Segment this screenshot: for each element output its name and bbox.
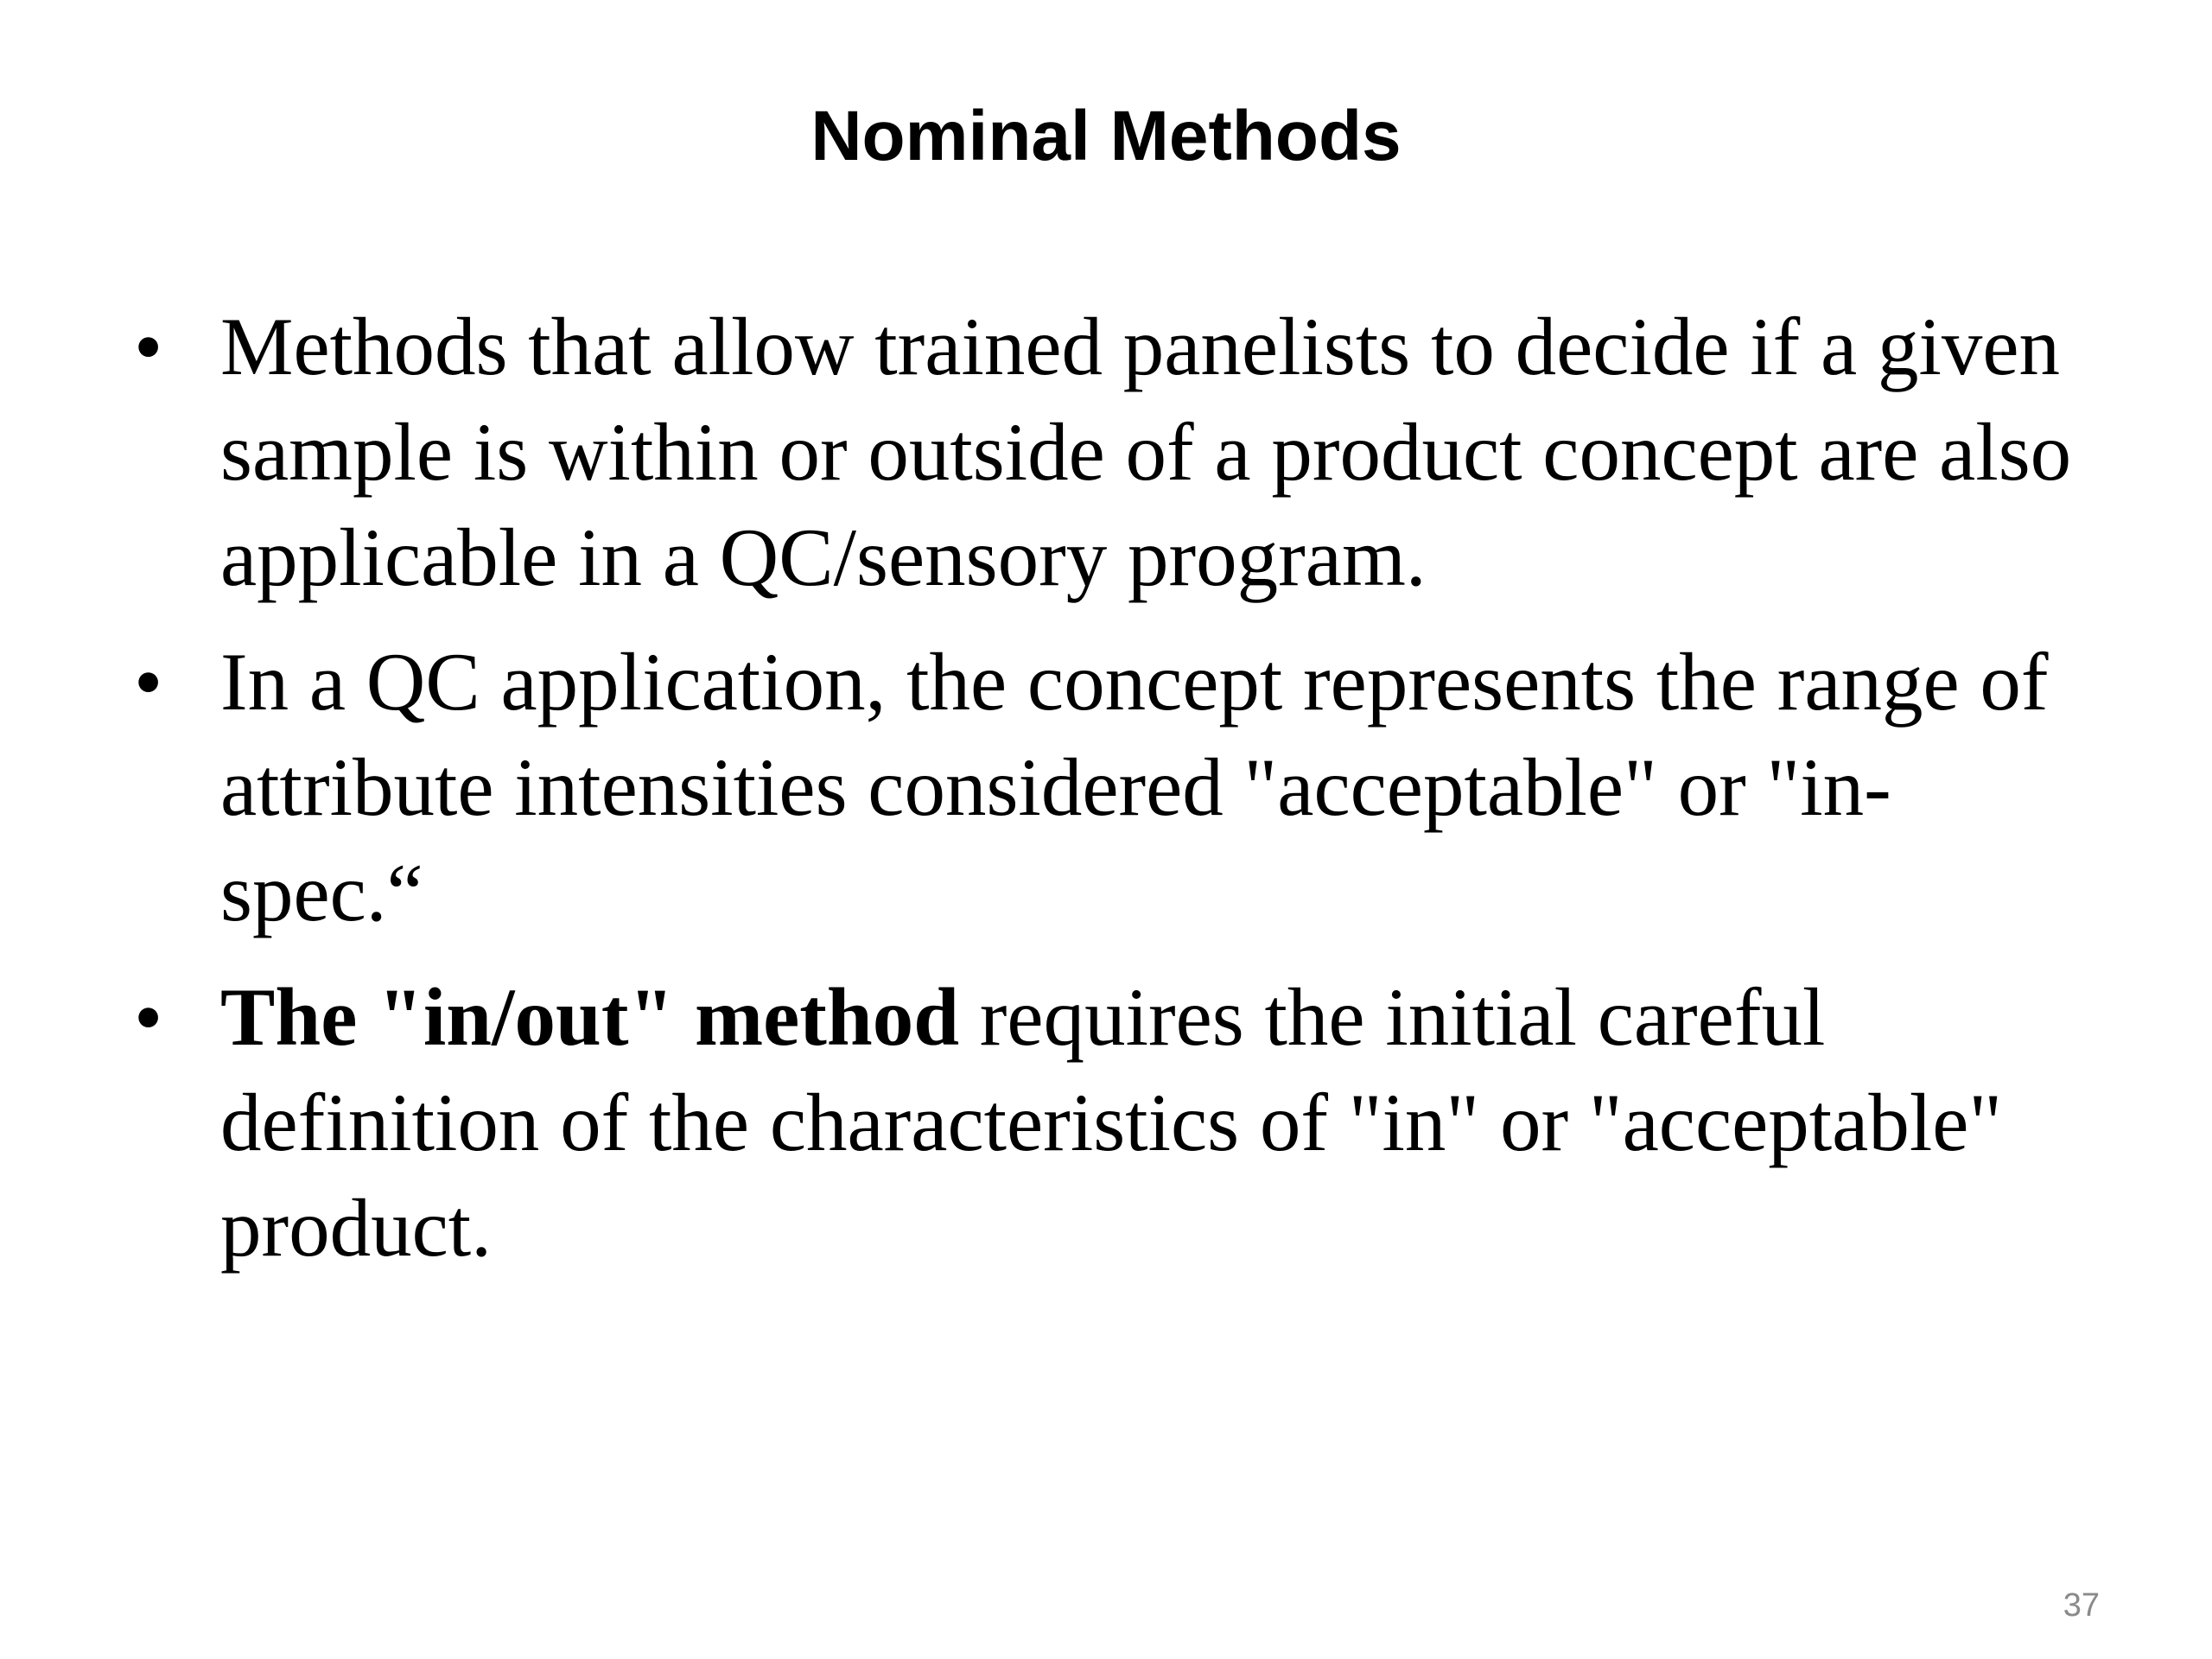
slide-title: Nominal Methods bbox=[810, 97, 1402, 175]
bullet-body-text: requires the initial careful definition of the characteristics of "in" or "acceptable" product. bbox=[220, 971, 2003, 1274]
bullet-item-3 bbox=[130, 964, 2091, 1281]
bullet-icon: • bbox=[134, 636, 163, 728]
bullet-body-text: Methods that allow trained panelists to decide if a given sample is within or outside of a product concept are also applicable in a QC/sensory program. bbox=[220, 301, 2072, 603]
bullet-text bbox=[220, 971, 2002, 1274]
page-number: 37 bbox=[2063, 1587, 2100, 1624]
bullet-item-1 bbox=[130, 294, 2091, 610]
bullet-icon: • bbox=[134, 301, 163, 392]
bullet-icon: • bbox=[134, 971, 163, 1063]
bullet-text bbox=[220, 636, 2049, 938]
bullet-bold-text: The "in/out" method bbox=[220, 971, 960, 1063]
bullet-text bbox=[220, 301, 2071, 603]
bullet-item-2 bbox=[130, 629, 2091, 945]
bullet-list bbox=[130, 294, 2091, 1300]
bullet-body-text: In a QC application, the concept represents the range of attribute intensities considered "acceptable" or "in-spec.“ bbox=[220, 636, 2049, 938]
